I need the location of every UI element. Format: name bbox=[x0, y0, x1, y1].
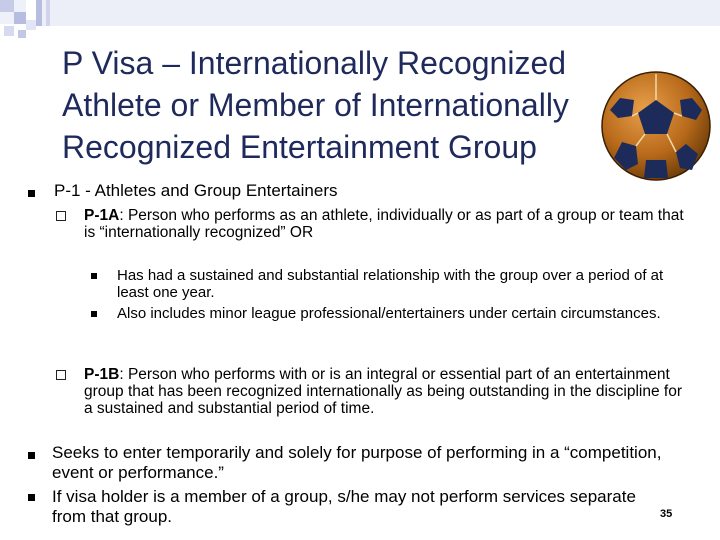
bullet-square bbox=[91, 273, 97, 279]
bullet-hollow-square bbox=[56, 370, 66, 380]
p1b-text: : Person who performs with or is an integral or essential part of an entertainment group that has been recognized internationally as being outstanding in the discipline for a sustained and substantial period of time. bbox=[84, 366, 683, 417]
bullet-square bbox=[91, 311, 97, 317]
page-number: 35 bbox=[660, 508, 673, 520]
bullet-square bbox=[28, 452, 35, 459]
bullet-square bbox=[28, 190, 35, 197]
p1a-label: P-1A bbox=[84, 207, 120, 224]
seeks-item: Seeks to enter temporarily and solely for purpose of performing in a “competition, event or performance.” bbox=[52, 443, 662, 482]
p1a-item bbox=[84, 207, 684, 241]
p1a-text: : Person who performs as an athlete, individually or as part of a group or team that is “internationally recognized” OR bbox=[84, 207, 684, 241]
p1b-label: P-1B bbox=[84, 366, 120, 383]
sub-item-relationship: Has had a sustained and substantial relationship with the group over a period of at least one year. bbox=[117, 267, 664, 301]
p1-heading: P-1 - Athletes and Group Entertainers bbox=[54, 181, 338, 200]
slide-title: P Visa – Internationally Recognized Athlete or Member of Internationally Recognized Entertainment Group bbox=[62, 45, 569, 165]
member-item: If visa holder is a member of a group, s/he may not perform services separate from that group. bbox=[52, 487, 636, 526]
p1b-item bbox=[84, 366, 684, 417]
bullet-hollow-square bbox=[56, 211, 66, 221]
bullet-square bbox=[28, 494, 35, 501]
sub-item-minor-league: Also includes minor league professional/entertainers under certain circumstances. bbox=[117, 305, 661, 322]
